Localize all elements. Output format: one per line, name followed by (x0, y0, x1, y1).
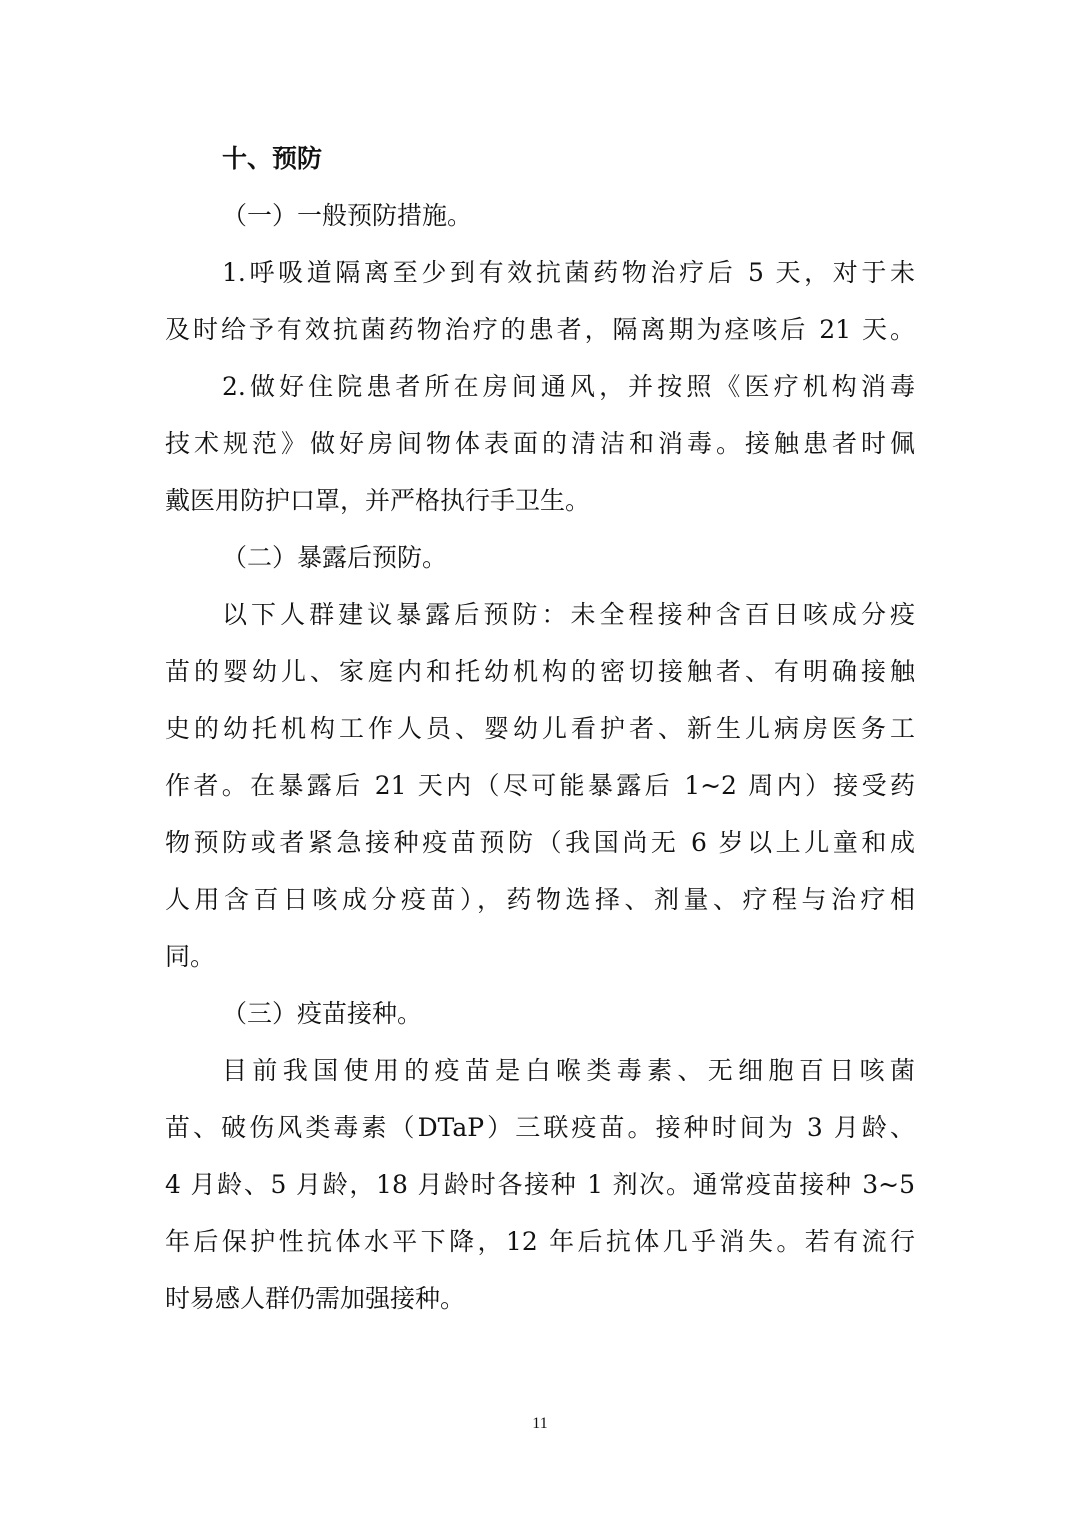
vaccination-line-4: 年后保护性抗体水平下降，12 年后抗体几乎消失。若有流行 (165, 1227, 915, 1256)
item-1-line-1: 1.呼吸道隔离至少到有效抗菌药物治疗后 5 天，对于未 (222, 258, 915, 287)
vaccination-line-1: 目前我国使用的疫苗是白喉类毒素、无细胞百日咳菌 (222, 1056, 915, 1085)
vaccination-line-5: 时易感人群仍需加强接种。 (165, 1284, 466, 1313)
page-number: 11 (532, 1415, 548, 1432)
item-2-line-2: 技术规范》做好房间物体表面的清洁和消毒。接触患者时佩 (165, 429, 915, 458)
post-exposure-line-7: 同。 (165, 942, 216, 971)
post-exposure-line-5: 物预防或者紧急接种疫苗预防（我国尚无 6 岁以上儿童和成 (165, 828, 915, 857)
post-exposure-line-2: 苗的婴幼儿、家庭内和托幼机构的密切接触者、有明确接触 (165, 657, 915, 686)
item-2-line-3: 戴医用防护口罩，并严格执行手卫生。 (165, 486, 591, 515)
vaccination-line-2: 苗、破伤风类毒素（DTaP）三联疫苗。接种时间为 3 月龄、 (165, 1113, 915, 1142)
post-exposure-line-4: 作者。在暴露后 21 天内（尽可能暴露后 1~2 周内）接受药 (165, 771, 915, 800)
post-exposure-line-1: 以下人群建议暴露后预防：未全程接种含百日咳成分疫 (222, 600, 915, 629)
subsection-title-post-exposure: （二）暴露后预防。 (222, 543, 448, 572)
subsection-title-general-prevention: （一）一般预防措施。 (222, 201, 473, 230)
item-2-line-1: 2.做好住院患者所在房间通风，并按照《医疗机构消毒 (222, 372, 915, 401)
item-1-line-2: 及时给予有效抗菌药物治疗的患者，隔离期为痉咳后 21 天。 (165, 315, 915, 344)
post-exposure-line-3: 史的幼托机构工作人员、婴幼儿看护者、新生儿病房医务工 (165, 714, 915, 743)
subsection-title-vaccination: （三）疫苗接种。 (222, 999, 423, 1028)
section-heading: 十、预防 (222, 144, 323, 173)
post-exposure-line-6: 人用含百日咳成分疫苗），药物选择、剂量、疗程与治疗相 (165, 885, 915, 914)
vaccination-line-3: 4 月龄、5 月龄，18 月龄时各接种 1 剂次。通常疫苗接种 3~5 (165, 1170, 915, 1199)
